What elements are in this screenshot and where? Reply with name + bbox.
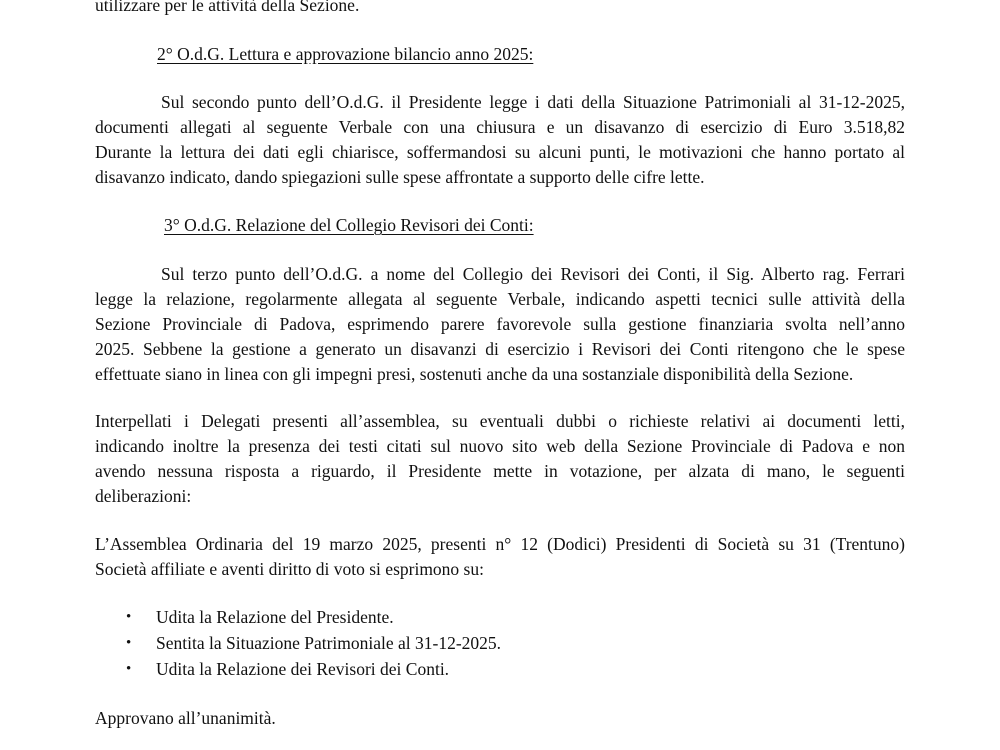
- odg2-line-1: Sul secondo punto dell’O.d.G. il Presidente legge i dati della Situazione Patrimoniali al 31-12-2025,: [161, 92, 905, 112]
- interpellati-line-1: Interpellati i Delegati presenti all’assemblea, su eventuali dubbi o richieste relativi ai documenti letti,: [95, 411, 905, 431]
- interpellati-line-2: indicando inoltre la presenza dei testi citati sul nuovo sito web della Sezione Provinciale di Padova e non: [95, 436, 905, 456]
- bullet-item-1: Udita la Relazione del Presidente.: [156, 607, 394, 627]
- odg3-line-4: 2025. Sebbene la gestione a generato un disavanzi di esercizio i Revisori dei Conti ritengono che le spese: [95, 339, 905, 359]
- odg3-line-2: legge la relazione, regolarmente allegata al seguente Verbale, indicando aspetti tecnici sulle attività della: [95, 289, 905, 309]
- interpellati-line-3: avendo nessuna risposta a riguardo, il Presidente mette in votazione, per alzata di mano, le seguenti: [95, 461, 905, 481]
- odg3-line-5: effettuate siano in linea con gli impegni presi, sostenuti anche da una sostanziale disponibilità della Sezione.: [95, 364, 854, 384]
- interpellati-line-4: deliberazioni:: [95, 486, 192, 506]
- bullet-dot-icon: •: [126, 661, 132, 677]
- fragment-top-line: utilizzare per le attività della Sezione.: [95, 0, 360, 15]
- odg2-line-2: documenti allegati al seguente Verbale con una chiusura e un disavanzo di esercizio di Euro 3.518,82: [95, 117, 905, 137]
- bullet-item-2: Sentita la Situazione Patrimoniale al 31-12-2025.: [156, 633, 502, 653]
- odg2-line-3: Durante la lettura dei dati egli chiarisce, soffermandosi su alcuni punti, le motivazioni che hanno portato al: [95, 142, 905, 162]
- assemblea-line-2: Società affiliate e aventi diritto di voto si esprimono su:: [95, 559, 484, 579]
- odg3-line-3: Sezione Provinciale di Padova, esprimendo parere favorevole sulla gestione finanziaria svolta nell’anno: [95, 314, 905, 334]
- bullet-dot-icon: •: [126, 635, 132, 651]
- odg2-heading: 2° O.d.G. Lettura e approvazione bilancio anno 2025:: [157, 44, 534, 64]
- odg3-heading: 3° O.d.G. Relazione del Collegio Revisori dei Conti:: [164, 215, 534, 235]
- odg2-line-4: disavanzo indicato, dando spiegazioni sulle spese affrontate a supporto delle cifre lette.: [95, 167, 705, 187]
- odg3-line-1: Sul terzo punto dell’O.d.G. a nome del Collegio dei Revisori dei Conti, il Sig. Alberto rag. Ferrari: [161, 264, 905, 284]
- assemblea-line-1: L’Assemblea Ordinaria del 19 marzo 2025, presenti n° 12 (Dodici) Presidenti di Società su 31 (Trentuno): [95, 534, 905, 554]
- bullet-dot-icon: •: [126, 609, 132, 625]
- bullet-item-3: Udita la Relazione dei Revisori dei Conti.: [156, 659, 450, 679]
- conclusion-line: Approvano all’unanimità.: [95, 708, 276, 728]
